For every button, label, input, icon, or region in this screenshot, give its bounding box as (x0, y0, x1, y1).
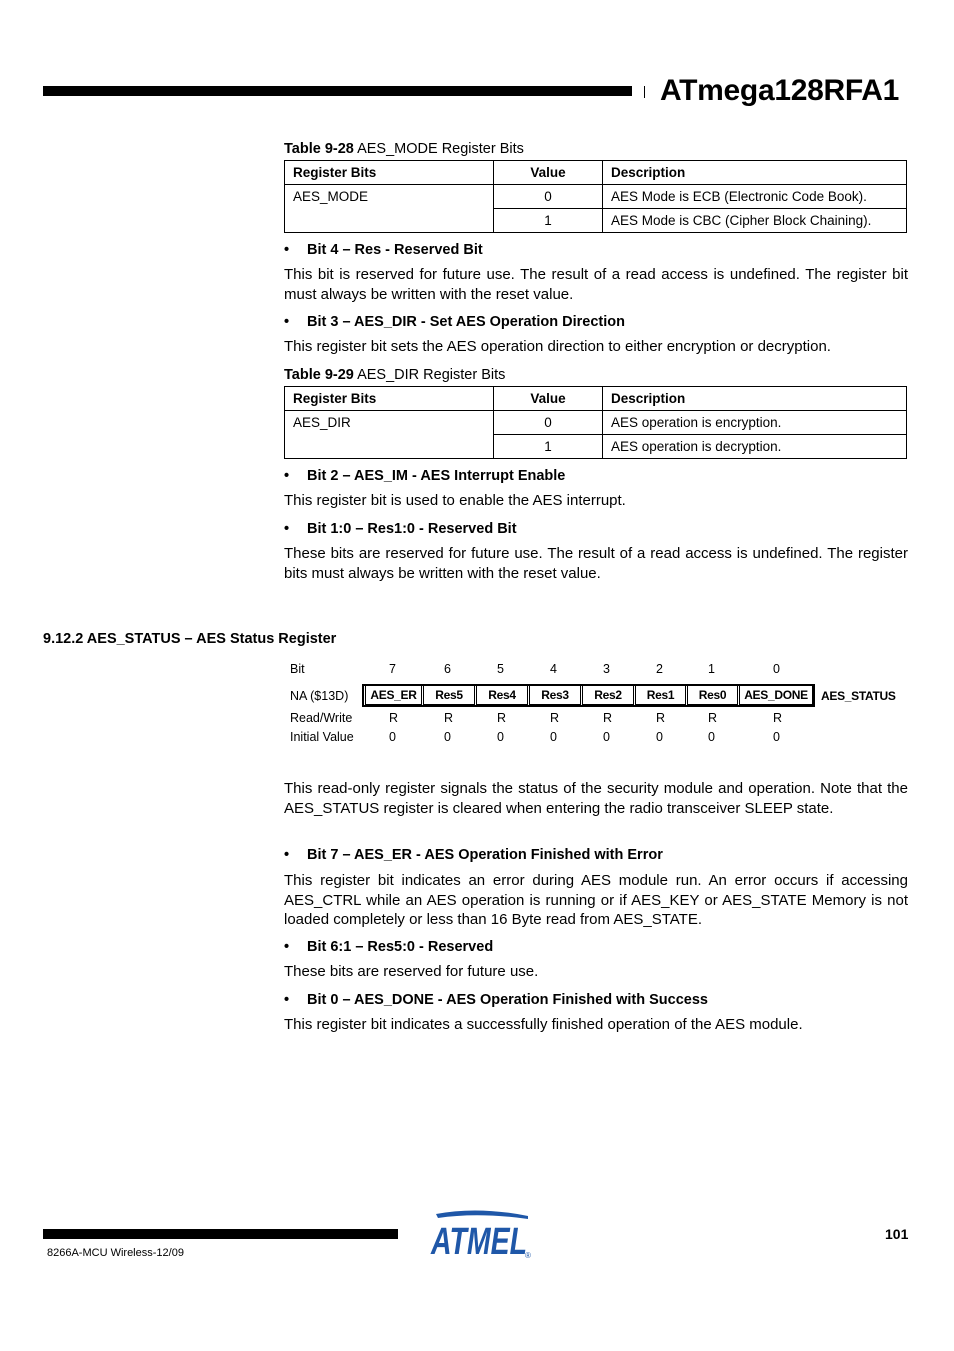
bit2-title: Bit 2 – AES_IM - AES Interrupt Enable (307, 468, 566, 484)
register-field: Res2 (582, 685, 634, 705)
register-address: NA ($13D) (290, 689, 349, 703)
register-field: Res3 (529, 685, 581, 705)
bit7-title: Bit 7 – AES_ER - AES Operation Finished with Error (307, 847, 663, 863)
value-cell: 0 (494, 185, 603, 209)
aes-dir-table (284, 386, 907, 459)
bit-number: 4 (550, 662, 557, 676)
bit-number: 7 (389, 662, 396, 676)
bit4-text: This bit is reserved for future use. The result of a read access is undefined. The register bit must always be written with the reset value. (284, 266, 908, 303)
register-field: Res0 (687, 685, 738, 705)
bit10-title: Bit 1:0 – Res1:0 - Reserved Bit (307, 521, 517, 537)
bit3-heading: • Bit 3 – AES_DIR - Set AES Operation Direction (284, 314, 625, 330)
bit-number: 5 (497, 662, 504, 676)
bit-number: 3 (603, 662, 610, 676)
bit3-title: Bit 3 – AES_DIR - Set AES Operation Direction (307, 314, 625, 330)
table-title: AES_MODE Register Bits (353, 141, 524, 157)
rw-value: R (389, 711, 399, 725)
register-field: AES_DONE (739, 685, 813, 705)
description-cell: AES Mode is ECB (Electronic Code Book). (603, 185, 907, 209)
atmel-logo (428, 1210, 534, 1260)
init-value: 0 (444, 730, 451, 744)
document-code: 8266A-MCU Wireless-12/09 (47, 1247, 184, 1259)
bit7-text: This register bit indicates an error during AES module run. An error occurs if accessing AES_CTRL while an AES operation is running or if AES_KEY or AES_STATE Memory is not loaded completely or less than 16 Byte read from AES_STATE. (284, 872, 908, 928)
description-cell: AES operation is encryption. (603, 411, 907, 435)
rw-value: R (550, 711, 560, 725)
column-header: Value (494, 161, 603, 185)
bit4-title: Bit 4 – Res - Reserved Bit (307, 242, 483, 258)
register-name: AES_STATUS (821, 689, 896, 703)
header-rule (43, 86, 632, 96)
bit61-heading: • Bit 6:1 – Res5:0 - Reserved (284, 939, 494, 955)
register-field: Res1 (635, 685, 686, 705)
rw-value: R (656, 711, 666, 725)
bit3-text: This register bit sets the AES operation direction to either encryption or decryption. (284, 338, 831, 355)
init-value: 0 (389, 730, 396, 744)
bit10-text: These bits are reserved for future use. The result of a read access is undefined. The register bits must always be written with the reset value. (284, 545, 908, 582)
register-field: AES_ER (365, 685, 422, 705)
footer-rule (43, 1229, 398, 1239)
table-number: Table 9-29 (284, 367, 354, 383)
value-cell: 1 (494, 209, 603, 233)
section-heading: 9.12.2 AES_STATUS – AES Status Register (43, 631, 337, 647)
bit61-title: Bit 6:1 – Res5:0 - Reserved (307, 939, 494, 955)
init-value: 0 (603, 730, 610, 744)
bit0-title: Bit 0 – AES_DONE - AES Operation Finished with Success (307, 992, 708, 1008)
init-value: 0 (708, 730, 715, 744)
bit10-heading: • Bit 1:0 – Res1:0 - Reserved Bit (284, 521, 517, 537)
bit0-text: This register bit indicates a successfully finished operation of the AES module. (284, 1016, 803, 1033)
rw-value: R (708, 711, 718, 725)
table-caption (284, 367, 505, 383)
bit0-heading: • Bit 0 – AES_DONE - AES Operation Finished with Success (284, 992, 708, 1008)
table-caption (284, 141, 524, 157)
column-header: Register Bits (285, 161, 494, 185)
bit61-text: These bits are reserved for future use. (284, 963, 539, 980)
table-header-row (285, 161, 907, 185)
register-field: Res4 (476, 685, 528, 705)
status-intro: This read-only register signals the status of the security module and operation. Note that the AES_STATUS register is cleared when entering the radio transceiver SLEEP state. (284, 780, 908, 817)
column-header: Register Bits (285, 387, 494, 411)
column-header: Value (494, 387, 603, 411)
table-header-row (285, 387, 907, 411)
column-header: Description (603, 161, 907, 185)
bit4-heading: • Bit 4 – Res - Reserved Bit (284, 242, 483, 258)
rw-label: Read/Write (290, 711, 353, 725)
bit2-text: This register bit is used to enable the AES interrupt. (284, 492, 626, 509)
init-label: Initial Value (290, 730, 354, 744)
rw-value: R (773, 711, 783, 725)
bit-number: 1 (708, 662, 715, 676)
rw-value: R (497, 711, 507, 725)
logo-registered-mark: ® (525, 1251, 531, 1260)
description-cell: AES operation is decryption. (603, 435, 907, 459)
logo-wordmark: ATMEL (430, 1221, 527, 1260)
rw-value: R (444, 711, 454, 725)
column-header: Description (603, 387, 907, 411)
init-value: 0 (656, 730, 663, 744)
page-number: 101 (885, 1226, 909, 1242)
init-value: 0 (497, 730, 504, 744)
table-row (285, 185, 907, 209)
bit-label: Bit (290, 662, 305, 676)
bit2-heading: • Bit 2 – AES_IM - AES Interrupt Enable (284, 468, 566, 484)
init-value: 0 (550, 730, 557, 744)
aes-mode-table (284, 160, 907, 233)
header-separator (644, 86, 645, 98)
init-value: 0 (773, 730, 780, 744)
bit-number: 2 (656, 662, 663, 676)
register-field: Res5 (423, 685, 475, 705)
page-title: ATmega128RFA1 (660, 74, 899, 107)
table-row (285, 411, 907, 435)
table-title: AES_DIR Register Bits (353, 367, 506, 383)
description-cell: AES Mode is CBC (Cipher Block Chaining). (603, 209, 907, 233)
rw-value: R (603, 711, 613, 725)
table-number: Table 9-28 (284, 141, 354, 157)
value-cell: 1 (494, 435, 603, 459)
bit7-heading: • Bit 7 – AES_ER - AES Operation Finished with Error (284, 847, 663, 863)
bit-number: 0 (773, 662, 780, 676)
register-cell: AES_MODE (285, 185, 494, 233)
value-cell: 0 (494, 411, 603, 435)
bit-number: 6 (444, 662, 451, 676)
register-cell: AES_DIR (285, 411, 494, 459)
logo-swoosh (436, 1210, 528, 1219)
